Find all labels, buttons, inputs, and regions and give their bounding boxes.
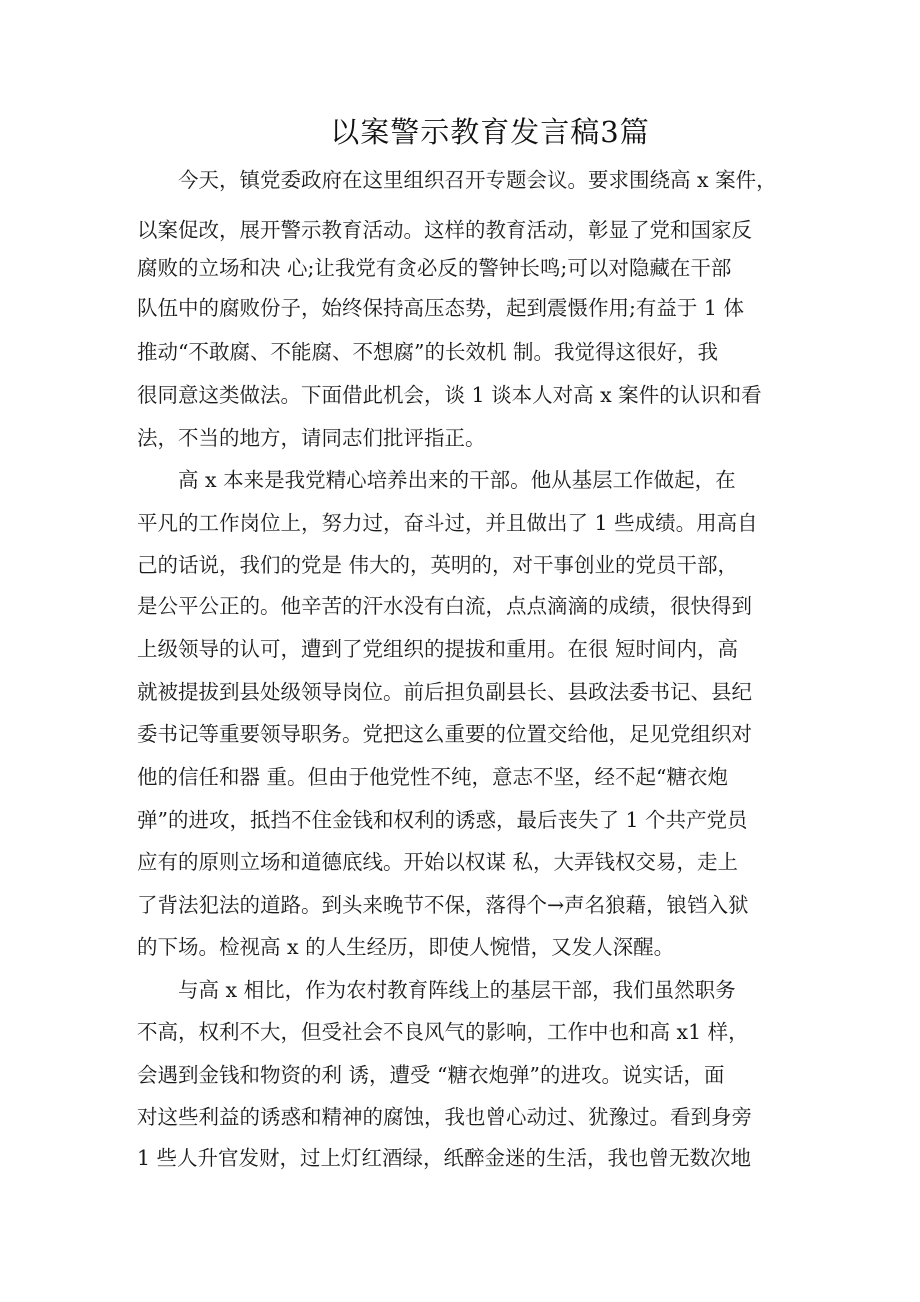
text-line: 1 些人升官发财，过上灯红酒绿，纸醉金迷的生活，我也曾无数次地 bbox=[137, 1146, 752, 1170]
text-line: 是公平公正的。他辛苦的汗水没有白流，点点滴滴的成绩，很快得到 bbox=[137, 594, 752, 618]
text-line: 今天，镇党委政府在这里组织召开专题会议。要求围绕高 x 案件， bbox=[137, 168, 777, 192]
text-line: 平凡的工作岗位上，努力过，奋斗过，并且做出了 1 些成绩。用高自 bbox=[137, 511, 758, 535]
text-line: 推动“不敢腐、不能腐、不想腐”的长效机 制。我觉得这很好，我 bbox=[137, 340, 718, 364]
text-line: 法，不当的地方，请同志们批评指正。 bbox=[137, 426, 486, 450]
text-line: 己的话说，我们的党是 伟大的，英明的，对干事创业的党员干部， bbox=[137, 553, 739, 577]
text-line: 的下场。检视高 x 的人生经历，即使人惋惜，又发人深醒。 bbox=[137, 935, 675, 959]
text-line: 会遇到金钱和物资的利 诱，遭受 “糖衣炮弹”的进攻。说实话，面 bbox=[137, 1063, 725, 1087]
text-line: 与高 x 相比，作为农村教育阵线上的基层干部，我们虽然职务 bbox=[137, 978, 736, 1002]
text-line: 了背法犯法的道路。到头来晚节不保，落得个→声名狼藉，锒铛入狱 bbox=[137, 893, 749, 917]
text-line: 腐败的立场和决 心;让我党有贪必反的警钟长鸣;可以对隐藏在干部 bbox=[137, 256, 732, 280]
text-line: 以案促改，展开警示教育活动。这样的教育活动，彰显了党和国家反 bbox=[137, 218, 752, 242]
text-line: 对这些利益的诱惑和精神的腐蚀，我也曾心动过、犹豫过。看到身旁 bbox=[137, 1105, 752, 1129]
text-line: 不高，权利不大，但受社会不良风气的影响，工作中也和高 x1 样， bbox=[137, 1020, 749, 1044]
text-line: 队伍中的腐败份子，始终保持高压态势，起到震慑作用;有益于 1 体 bbox=[137, 296, 744, 320]
text-line: 就被提拔到县处级领导岗位。前后担负副县长、县政法委书记、县纪 bbox=[137, 680, 752, 704]
text-line: 很同意这类做法。下面借此机会，谈 1 谈本人对高 x 案件的认识和看 bbox=[137, 383, 762, 407]
text-line: 应有的原则立场和道德底线。开始以权谋 私，大弄钱权交易，走上 bbox=[137, 850, 739, 874]
text-line: 弹”的进攻，抵挡不住金钱和权利的诱惑，最后丧失了 1 个共产党员 bbox=[137, 808, 748, 832]
document-title: 以案警示教育发言稿3篇 bbox=[330, 115, 650, 149]
text-line: 他的信任和器 重。但由于他党性不纯，意志不坚，经不起“糖衣炮 bbox=[137, 765, 728, 789]
text-line: 高 x 本来是我党精心培养出来的干部。他从基层工作做起，在 bbox=[137, 468, 736, 492]
text-line: 上级领导的认可，遭到了党组织的提拔和重用。在很 短时间内，高 bbox=[137, 637, 739, 661]
text-line: 委书记等重要领导职务。党把这么重要的位置交给他，足见党组织对 bbox=[137, 722, 752, 746]
